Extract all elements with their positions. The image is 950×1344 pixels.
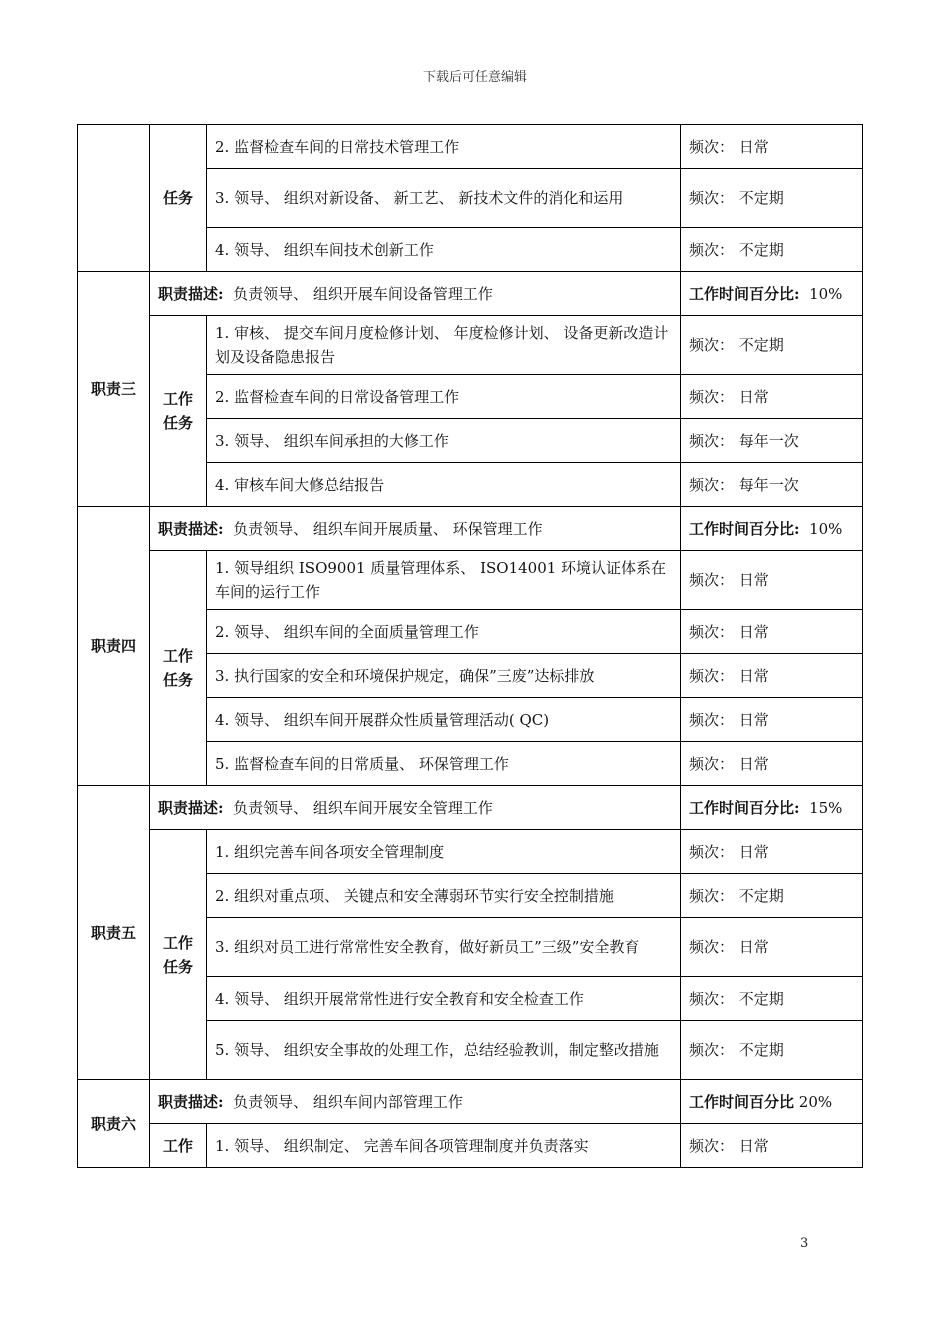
task-frequency: 频次： 日常 [681,375,863,419]
task-frequency: 频次： 每年一次 [681,463,863,507]
duty-name: 职责三 [78,272,150,507]
page-number: 3 [800,1236,809,1251]
task-text: 1. 领导、 组织制定、 完善车间各项管理制度并负责落实 [207,1124,681,1168]
duty-name-empty [78,125,150,272]
task-text: 1. 组织完善车间各项安全管理制度 [207,830,681,874]
work-time-percentage: 工作时间百分比: 10% [681,272,863,316]
header-note: 下载后可任意编辑 [422,70,527,85]
task-text: 3. 领导、 组织车间承担的大修工作 [207,419,681,463]
duty-description: 职责描述: 负责领导、 组织开展车间设备管理工作 [150,272,681,316]
task-frequency: 频次： 日常 [681,125,863,169]
table-row [78,551,863,610]
task-group-label: 任务 [150,125,207,272]
duty-description-row [78,786,863,830]
duty-name: 职责四 [78,507,150,786]
duty-description-row [78,272,863,316]
task-text: 2. 监督检查车间的日常技术管理工作 [207,125,681,169]
duty-description-row [78,507,863,551]
task-text: 3. 组织对员工进行常常性安全教育，做好新员工”三级”安全教育 [207,918,681,977]
task-frequency: 频次： 不定期 [681,169,863,228]
task-frequency: 频次： 不定期 [681,316,863,375]
work-time-percentage: 工作时间百分比: 10% [681,507,863,551]
task-frequency: 频次： 不定期 [681,874,863,918]
table-row [78,1124,863,1168]
task-text: 5. 监督检查车间的日常质量、 环保管理工作 [207,742,681,786]
task-text: 4. 审核车间大修总结报告 [207,463,681,507]
task-group-label: 工作任务 [150,830,207,1080]
duty-description: 职责描述: 负责领导、 组织车间开展质量、 环保管理工作 [150,507,681,551]
task-group-label: 工作任务 [150,316,207,507]
task-frequency: 频次： 不定期 [681,228,863,272]
duty-description-row [78,1080,863,1124]
task-text: 2. 领导、 组织车间的全面质量管理工作 [207,610,681,654]
table-row [78,830,863,874]
task-text: 1. 审核、 提交车间月度检修计划、 年度检修计划、 设备更新改造计划及设备隐患报告 [207,316,681,375]
duty-description: 职责描述: 负责领导、 组织车间内部管理工作 [150,1080,681,1124]
work-time-percentage: 工作时间百分比 20% [681,1080,863,1124]
duty-name: 职责六 [78,1080,150,1168]
task-frequency: 频次： 日常 [681,698,863,742]
task-frequency: 频次： 日常 [681,610,863,654]
table-row [78,125,863,169]
task-frequency: 频次： 日常 [681,742,863,786]
work-time-percentage: 工作时间百分比: 15% [681,786,863,830]
duty-description: 职责描述: 负责领导、 组织车间开展安全管理工作 [150,786,681,830]
task-text: 3. 领导、 组织对新设备、 新工艺、 新技术文件的消化和运用 [207,169,681,228]
duty-table [77,124,863,1168]
task-frequency: 频次： 日常 [681,1124,863,1168]
task-frequency: 频次： 日常 [681,918,863,977]
task-group-label: 工作任务 [150,551,207,786]
task-text: 4. 领导、 组织车间开展群众性质量管理活动( QC) [207,698,681,742]
task-frequency: 频次： 日常 [681,551,863,610]
task-frequency: 频次： 日常 [681,654,863,698]
task-text: 4. 领导、 组织车间技术创新工作 [207,228,681,272]
task-frequency: 频次： 不定期 [681,977,863,1021]
task-frequency: 频次： 每年一次 [681,419,863,463]
task-text: 1. 领导组织 ISO9001 质量管理体系、 ISO14001 环境认证体系在车间的运行工作 [207,551,681,610]
table-row [78,316,863,375]
task-frequency: 频次： 日常 [681,830,863,874]
task-text: 2. 监督检查车间的日常设备管理工作 [207,375,681,419]
task-group-label: 工作 [150,1124,207,1168]
duty-name: 职责五 [78,786,150,1080]
task-frequency: 频次： 不定期 [681,1021,863,1080]
task-text: 2. 组织对重点项、 关键点和安全薄弱环节实行安全控制措施 [207,874,681,918]
task-text: 3. 执行国家的安全和环境保护规定，确保”三废”达标排放 [207,654,681,698]
task-text: 5. 领导、 组织安全事故的处理工作，总结经验教训，制定整改措施 [207,1021,681,1080]
task-text: 4. 领导、 组织开展常常性进行安全教育和安全检查工作 [207,977,681,1021]
